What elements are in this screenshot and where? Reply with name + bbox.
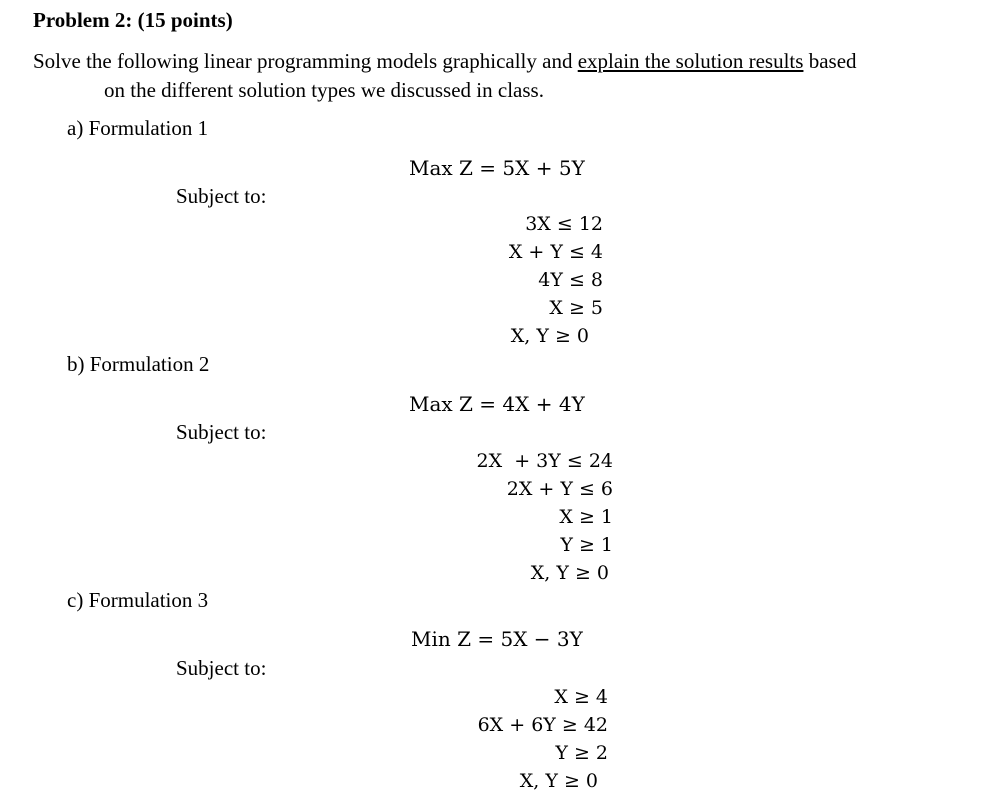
instructions-line-2: on the different solution types we discussed in class.	[104, 78, 544, 102]
constraint: X ≥ 1	[559, 506, 613, 528]
formulation-1-label: a) Formulation 1	[67, 116, 209, 140]
formulation-3-constraints	[478, 683, 608, 795]
formulation-2-objective: Max Z = 4X + 4Y	[409, 392, 585, 416]
constraint: X ≥ 4	[554, 686, 608, 708]
formulation-3-objective: Min Z = 5X − 3Y	[411, 627, 583, 651]
instructions-underlined-phrase: explain the solution results	[577, 49, 804, 73]
constraint: X ≥ 5	[549, 297, 603, 319]
formulation-1-objective: Max Z = 5X + 5Y	[409, 156, 585, 180]
constraint: X, Y ≥ 0	[519, 770, 598, 792]
constraint: 2X + 3Y ≤ 24	[476, 450, 613, 472]
constraint: 4Y ≤ 8	[538, 269, 603, 291]
constraint: 6X + 6Y ≥ 42	[477, 714, 608, 736]
formulation-1-constraints	[509, 210, 603, 350]
formulation-2-subject-to: Subject to:	[176, 420, 267, 444]
formulation-2-label: b) Formulation 2	[67, 352, 210, 376]
constraint: Y ≥ 2	[555, 742, 608, 764]
formulation-3-label: c) Formulation 3	[67, 588, 209, 612]
constraint: 2X + Y ≤ 6	[506, 478, 613, 500]
formulation-2-constraints	[477, 447, 613, 587]
constraint: X, Y ≥ 0	[510, 325, 589, 347]
constraint: X, Y ≥ 0	[530, 562, 609, 584]
instructions-text-start: Solve the following linear programming models graphically and	[33, 49, 578, 73]
constraint: X + Y ≤ 4	[508, 241, 603, 263]
problem-title: Problem 2: (15 points)	[33, 8, 233, 32]
constraint: Y ≥ 1	[560, 534, 613, 556]
constraint: 3X ≤ 12	[525, 213, 603, 235]
problem-instructions	[33, 47, 857, 105]
formulation-3-subject-to: Subject to:	[176, 656, 267, 680]
instructions-text-end: based	[803, 49, 857, 73]
formulation-1-subject-to: Subject to:	[176, 184, 267, 208]
